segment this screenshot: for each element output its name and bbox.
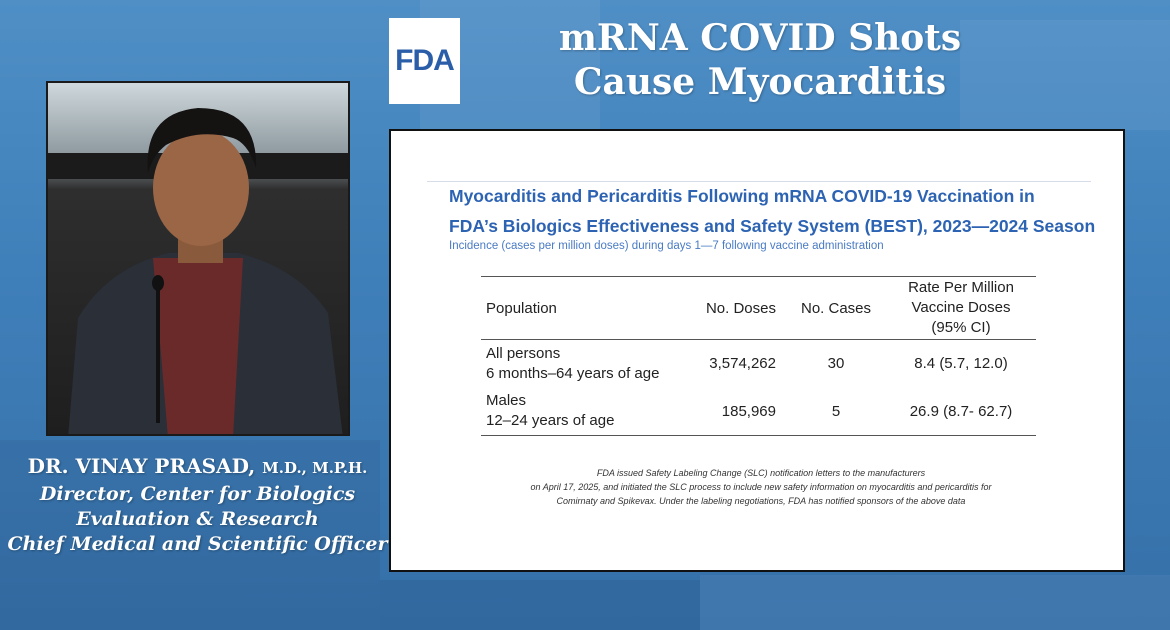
cell-population (481, 388, 686, 436)
speaker-video (46, 81, 350, 436)
table-header-row (481, 277, 1036, 340)
header-rate-line-2: Vaccine Doses (911, 299, 1011, 316)
cell-doses: 185,969 (721, 402, 776, 420)
header-cases: No. Cases (800, 299, 872, 317)
speaker-title-line: Evaluation & Research (76, 508, 319, 530)
slide-title-line-2: FDA’s Biologics Effectiveness and Safety System (BEST), 2023—2024 Season (449, 216, 1096, 236)
cell-population (481, 340, 686, 388)
footnote-line: FDA issued Safety Labeling Change (SLC) notification letters to the manufacturers (596, 468, 926, 478)
header-population: Population (486, 299, 557, 317)
table-row (481, 388, 1036, 436)
cell-doses: 3,574,262 (709, 355, 776, 373)
incidence-table (481, 276, 1036, 436)
slide-footnote (471, 466, 1051, 508)
speaker-title-line: Chief Medical and Scientific Officer (7, 533, 388, 555)
footnote-line: on April 17, 2025, and initiated the SLC process to include new safety information on myocarditis and pericarditis for (530, 482, 992, 492)
speaker-figure (48, 83, 350, 436)
header-rate (886, 277, 1036, 340)
fda-logo-text: FDA (395, 44, 454, 77)
population-age: 6 months–64 years of age (486, 364, 660, 382)
population-age: 12–24 years of age (486, 412, 615, 430)
speaker-name-line (0, 452, 395, 482)
population-group: All persons (486, 344, 561, 362)
footnote-line: Comirnaty and Spikevax. Under the labeling negotiations, FDA has notified sponsors of the above data (556, 496, 966, 506)
headline (470, 16, 1050, 104)
headline-line-1: mRNA COVID Shots (558, 17, 962, 59)
population-group: Males (486, 392, 527, 410)
cell-rate: 26.9 (8.7- 62.7) (909, 402, 1013, 420)
cell-cases: 5 (831, 402, 841, 420)
cell-cases: 30 (827, 355, 845, 373)
slide-title-line-1: Myocarditis and Pericarditis Following mRNA COVID-19 Vaccination in (449, 186, 1035, 206)
slide-subtitle: Incidence (cases per million doses) during days 1—7 following vaccine administration (449, 240, 884, 252)
presentation-slide (389, 129, 1125, 572)
fda-logo (389, 18, 460, 104)
cell-rate: 8.4 (5.7, 12.0) (914, 355, 1008, 373)
speaker-credentials: M.D., M.P.H. (262, 459, 368, 477)
speaker-title-line: Director, Center for Biologics (39, 483, 356, 505)
header-doses: No. Doses (705, 299, 776, 317)
table-row (481, 340, 1036, 388)
speaker-caption (0, 452, 395, 557)
header-rate-line-3: (95% CI) (931, 319, 991, 336)
headline-line-2: Cause Myocarditis (573, 61, 947, 103)
speaker-name: DR. VINAY PRASAD, (27, 454, 256, 478)
header-rate-line-1: Rate Per Million (908, 279, 1014, 296)
background-tile (380, 580, 700, 630)
background-tile (700, 575, 1170, 630)
slide-title (449, 181, 1109, 241)
